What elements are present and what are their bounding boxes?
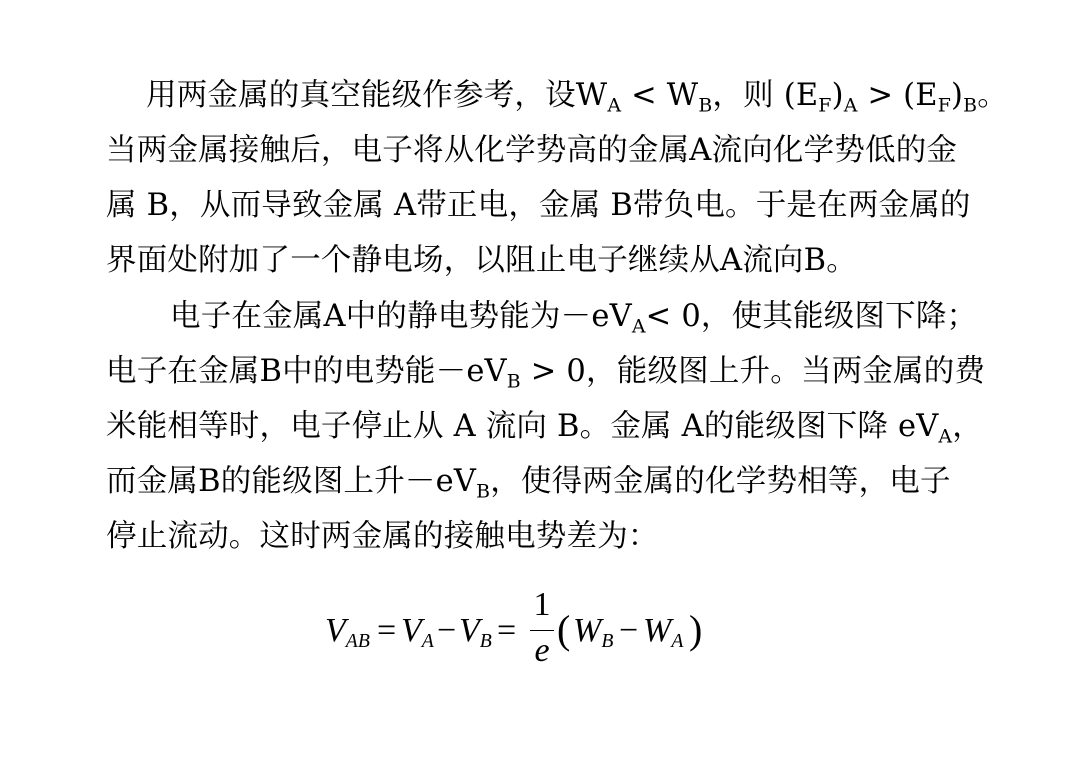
- paragraph2-line2: 电子在金属B中的电势能$-eV_B > 0$，能级图上升。当两金属的费: [106, 354, 986, 393]
- paragraph1-line4: 界面处附加了一个静电场，以阻止电子继续从A流向B。: [106, 243, 857, 278]
- formula-minus-2: −: [619, 612, 639, 649]
- paragraph2-line1: 电子在金属A中的静电势能为$-eV_A< 0$，使其能级图下降；: [170, 299, 978, 338]
- formula-lhs: VAB: [325, 612, 370, 652]
- paragraph1-line1: 用两金属的真空能级作参考，设$W_A < W_B$，则 $(E_F)_A > (E_F)_B$。: [146, 78, 1008, 117]
- formula-wa: WA: [643, 612, 684, 652]
- paragraph1-line2: 当两金属接触后，电子将从化学势高的金属A流向化学势低的金: [106, 133, 958, 168]
- paragraph1-line3: 属 B，从而导致金属 A带正电，金属 B带负电。于是在两金属的: [106, 188, 971, 223]
- formula-left-paren: (: [557, 607, 571, 652]
- formula-vb: VB: [459, 612, 492, 652]
- formula-va: VA: [401, 612, 434, 652]
- formula-right-paren: ): [689, 607, 703, 652]
- fraction-bar: [530, 630, 554, 631]
- paragraph2-line4: 而金属B的能级图上升$-eV_B$，使得两金属的化学势相等，电子: [106, 464, 951, 503]
- paragraph2-line3: 米能相等时，电子停止从 A 流向 B。金属 A的能级图下降 $eV_A$，: [106, 409, 983, 448]
- formula-equals-1: =: [377, 612, 397, 649]
- formula-minus-1: −: [437, 612, 457, 649]
- fraction-numerator: 1: [533, 586, 551, 623]
- paragraph2-line5: 停止流动。这时两金属的接触电势差为：: [106, 519, 659, 554]
- formula-wb: WB: [573, 612, 614, 652]
- formula-equals-2: =: [497, 612, 517, 649]
- fraction-denominator: e: [534, 632, 550, 669]
